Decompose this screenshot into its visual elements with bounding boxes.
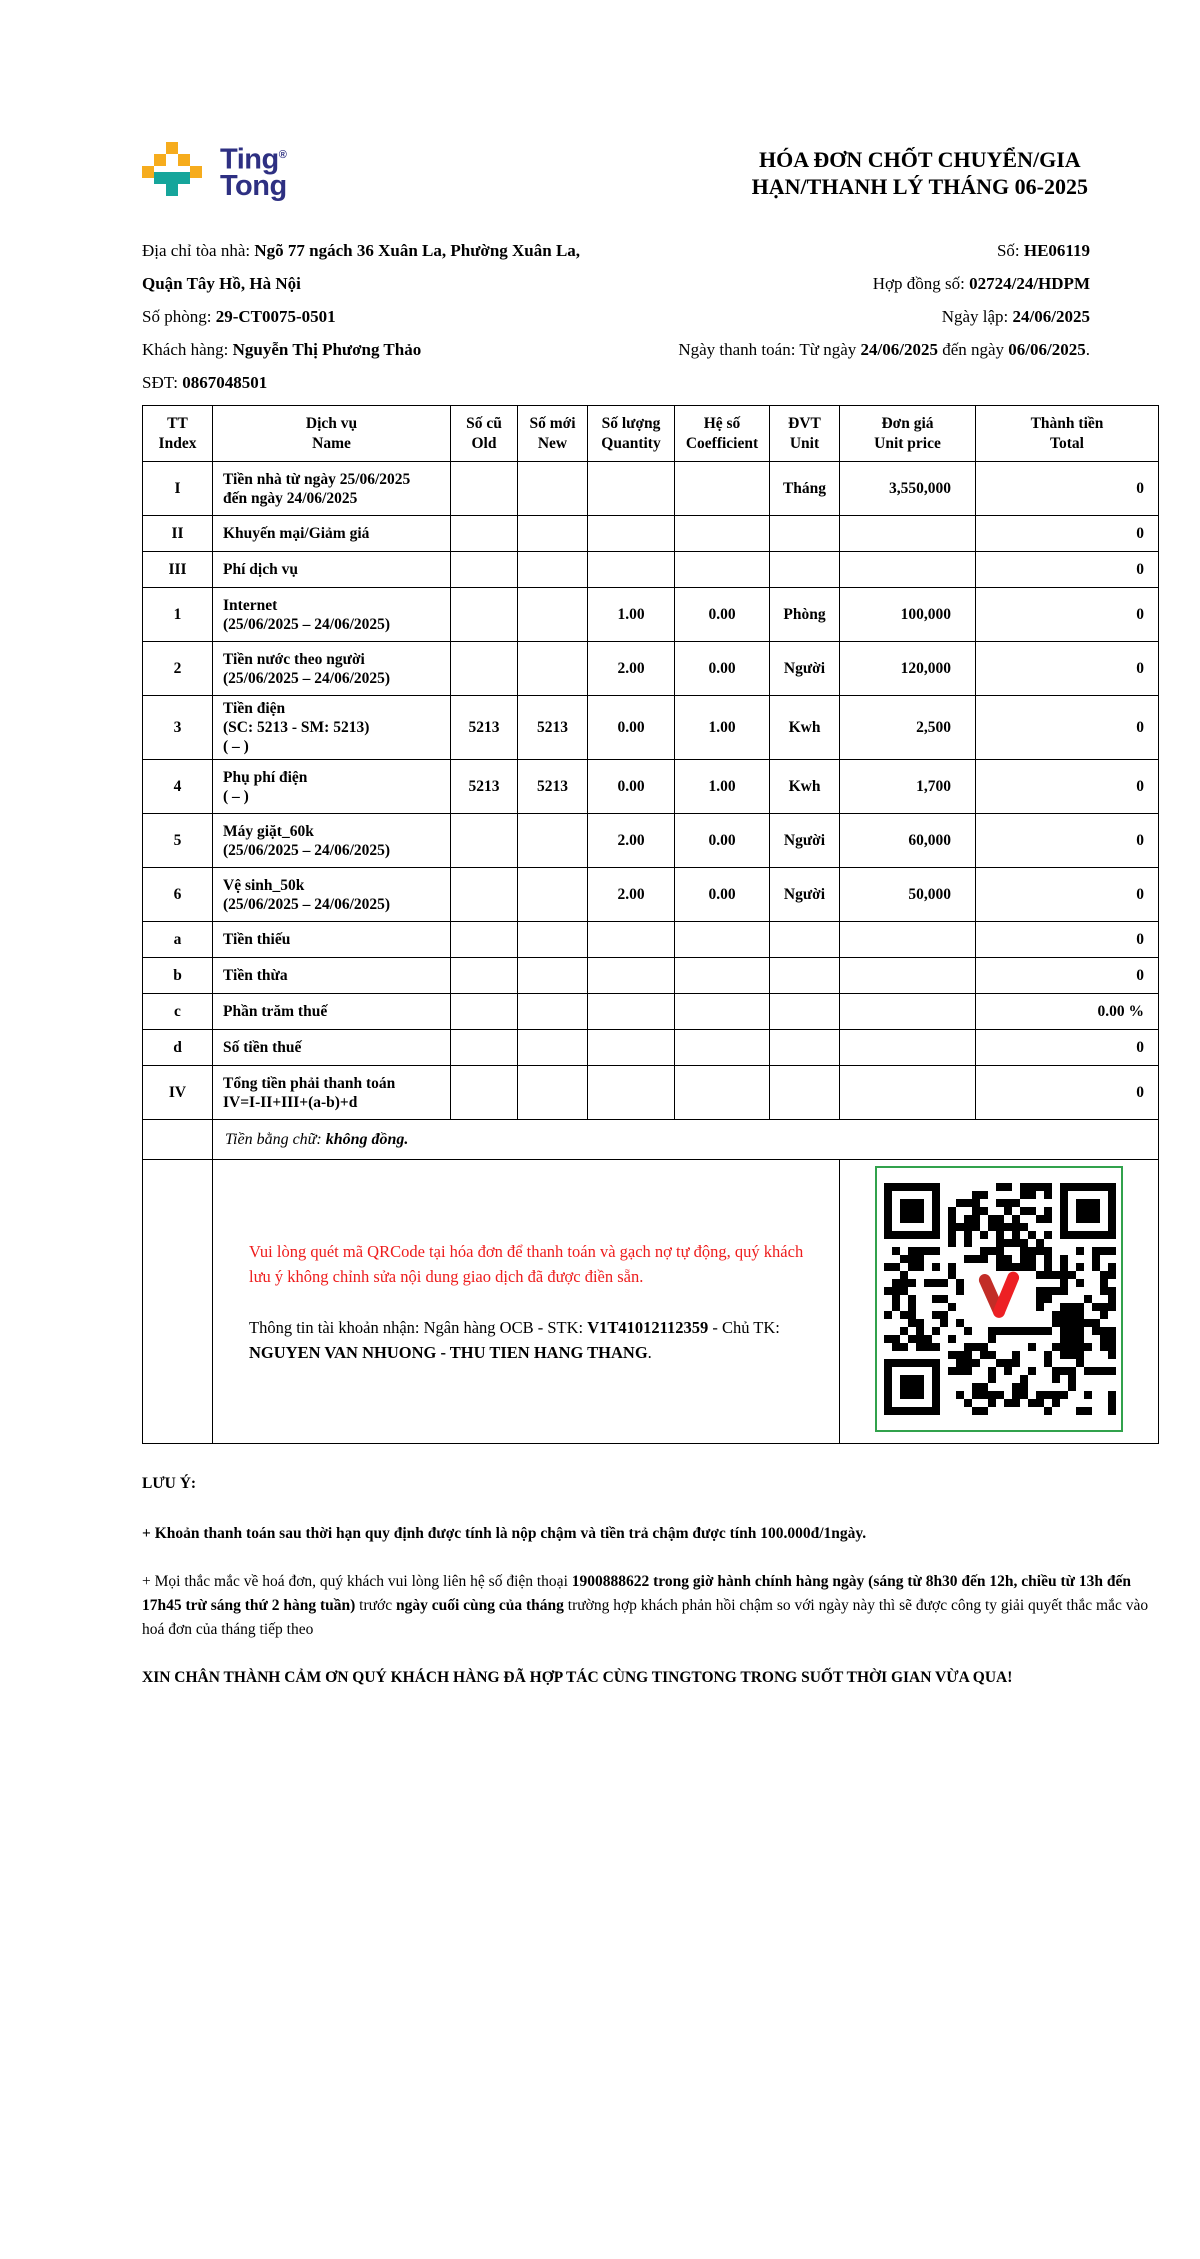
invoice-title-line1: HÓA ĐƠN CHỐT CHUYỂN/GIA bbox=[758, 147, 1081, 172]
trademark-symbol: ® bbox=[278, 149, 287, 161]
cell-quantity: 2.00 bbox=[588, 868, 675, 922]
cell-new-reading: 5213 bbox=[518, 696, 588, 760]
cell-total: 0 bbox=[976, 958, 1159, 994]
cell-unit-price: 50,000 bbox=[840, 868, 976, 922]
qr-code-cell bbox=[840, 1160, 1159, 1444]
cell-old-reading: 5213 bbox=[451, 760, 518, 814]
invoice-number-line: Số: HE06119 bbox=[996, 241, 1090, 260]
cell-old-reading bbox=[451, 552, 518, 588]
empty-cell bbox=[143, 1160, 213, 1444]
table-row bbox=[143, 760, 1159, 814]
cell-unit: Phòng bbox=[770, 588, 840, 642]
cell-total: 0 bbox=[976, 516, 1159, 552]
cell-index: III bbox=[143, 552, 213, 588]
cell-total: 0 bbox=[976, 642, 1159, 696]
cell-service-name: Phí dịch vụ bbox=[213, 552, 451, 588]
cell-new-reading bbox=[518, 922, 588, 958]
amount-in-words-row bbox=[143, 1120, 1159, 1160]
cell-coefficient: 0.00 bbox=[675, 588, 770, 642]
hotline-note: + Mọi thắc mắc về hoá đơn, quý khách vui lòng liên hệ số điện thoại 1900888622 trong giờ hành chính hàng ngày (sáng từ 8h30 đến 12h, chiều từ 13h đến 17h45 trừ sáng thứ 2 hàng tuần) trước ngày cuối cùng của tháng trường hợp khách phản hồi chậm so với ngày này thì sẽ được công ty giải quyết thắc mắc vào hoá đơn của tháng tiếp theo bbox=[142, 1573, 1149, 1638]
cell-unit-price bbox=[840, 922, 976, 958]
cell-service-name: Tiền điện (SC: 5213 - SM: 5213) ( – ) bbox=[213, 696, 451, 760]
table-row bbox=[143, 922, 1159, 958]
cell-service-name: Vệ sinh_50k (25/06/2025 – 24/06/2025) bbox=[213, 868, 451, 922]
cell-unit-price bbox=[840, 552, 976, 588]
cell-old-reading bbox=[451, 922, 518, 958]
cell-coefficient: 1.00 bbox=[675, 696, 770, 760]
cell-quantity: 0.00 bbox=[588, 760, 675, 814]
cell-total: 0 bbox=[976, 868, 1159, 922]
cell-new-reading bbox=[518, 516, 588, 552]
cell-coefficient bbox=[675, 1030, 770, 1066]
cell-index: II bbox=[143, 516, 213, 552]
cell-coefficient bbox=[675, 1066, 770, 1120]
cell-service-name: Phần trăm thuế bbox=[213, 994, 451, 1030]
cell-unit bbox=[770, 994, 840, 1030]
invoice-meta bbox=[142, 234, 1158, 399]
cell-service-name: Khuyến mại/Giảm giá bbox=[213, 516, 451, 552]
cell-old-reading bbox=[451, 516, 518, 552]
cell-total: 0 bbox=[976, 760, 1159, 814]
amount-in-words-cell: Tiền bằng chữ: không đồng. bbox=[213, 1120, 1159, 1160]
cell-new-reading bbox=[518, 814, 588, 868]
thank-you-note: XIN CHÂN THÀNH CẢM ƠN QUÝ KHÁCH HÀNG ĐÃ HỢP TÁC CÙNG TINGTONG TRONG SUỐT THỜI GIAN VỪA QUA! bbox=[142, 1669, 1013, 1686]
cell-unit-price bbox=[840, 994, 976, 1030]
customer-name-line: Khách hàng: Nguyễn Thị Phương Thảo bbox=[142, 340, 422, 359]
cell-unit: Kwh bbox=[770, 696, 840, 760]
cell-unit-price bbox=[840, 1030, 976, 1066]
table-row bbox=[143, 696, 1159, 760]
cell-unit bbox=[770, 516, 840, 552]
cell-index: 5 bbox=[143, 814, 213, 868]
cell-unit-price bbox=[840, 958, 976, 994]
table-header-row bbox=[143, 406, 1159, 462]
invoice-table bbox=[142, 405, 1159, 1444]
cell-coefficient bbox=[675, 552, 770, 588]
cell-unit bbox=[770, 1066, 840, 1120]
table-row bbox=[143, 958, 1159, 994]
cell-total: 0.00 % bbox=[976, 994, 1159, 1030]
cell-new-reading bbox=[518, 642, 588, 696]
invoice-title-line2: HẠN/THANH LÝ THÁNG 06-2025 bbox=[751, 174, 1088, 199]
cell-old-reading bbox=[451, 588, 518, 642]
cell-quantity bbox=[588, 552, 675, 588]
column-header: Số lượng Quantity bbox=[588, 406, 675, 462]
cell-total: 0 bbox=[976, 462, 1159, 516]
cell-new-reading bbox=[518, 994, 588, 1030]
cell-coefficient bbox=[675, 994, 770, 1030]
cell-coefficient: 0.00 bbox=[675, 868, 770, 922]
table-row bbox=[143, 462, 1159, 516]
table-row bbox=[143, 994, 1159, 1030]
cell-total: 0 bbox=[976, 814, 1159, 868]
cell-index: 2 bbox=[143, 642, 213, 696]
cell-total: 0 bbox=[976, 922, 1159, 958]
cell-quantity bbox=[588, 958, 675, 994]
table-row bbox=[143, 814, 1159, 868]
cell-new-reading bbox=[518, 1066, 588, 1120]
cell-total: 0 bbox=[976, 588, 1159, 642]
table-row bbox=[143, 552, 1159, 588]
cell-quantity bbox=[588, 1030, 675, 1066]
cell-old-reading bbox=[451, 814, 518, 868]
cell-quantity bbox=[588, 1066, 675, 1120]
cell-new-reading bbox=[518, 462, 588, 516]
cell-unit: Người bbox=[770, 868, 840, 922]
qr-code bbox=[875, 1166, 1123, 1432]
cell-service-name: Tiền thừa bbox=[213, 958, 451, 994]
column-header: Đơn giá Unit price bbox=[840, 406, 976, 462]
cell-service-name: Số tiền thuế bbox=[213, 1030, 451, 1066]
cell-unit bbox=[770, 958, 840, 994]
cell-new-reading: 5213 bbox=[518, 760, 588, 814]
cell-index: b bbox=[143, 958, 213, 994]
column-header: Số cũ Old bbox=[451, 406, 518, 462]
cell-index: c bbox=[143, 994, 213, 1030]
customer-info-block bbox=[142, 234, 622, 399]
brand-logo-text: Ting® Tong bbox=[220, 143, 287, 202]
table-row bbox=[143, 516, 1159, 552]
column-header: Số mới New bbox=[518, 406, 588, 462]
cell-coefficient bbox=[675, 922, 770, 958]
cell-index: 4 bbox=[143, 760, 213, 814]
cell-new-reading bbox=[518, 552, 588, 588]
table-row bbox=[143, 588, 1159, 642]
cell-unit: Tháng bbox=[770, 462, 840, 516]
cell-new-reading bbox=[518, 958, 588, 994]
notes-heading: LƯU Ý: bbox=[142, 1475, 197, 1492]
cell-coefficient bbox=[675, 516, 770, 552]
cell-quantity bbox=[588, 922, 675, 958]
column-header: Hệ số Coefficient bbox=[675, 406, 770, 462]
cell-new-reading bbox=[518, 588, 588, 642]
table-row bbox=[143, 642, 1159, 696]
cell-coefficient: 0.00 bbox=[675, 814, 770, 868]
cell-index: I bbox=[143, 462, 213, 516]
cell-quantity: 1.00 bbox=[588, 588, 675, 642]
cell-unit-price bbox=[840, 516, 976, 552]
cell-old-reading bbox=[451, 868, 518, 922]
cell-total: 0 bbox=[976, 1066, 1159, 1120]
cell-old-reading bbox=[451, 642, 518, 696]
building-address-line2: Quận Tây Hồ, Hà Nội bbox=[142, 274, 301, 293]
empty-cell bbox=[143, 1120, 213, 1160]
cell-total: 0 bbox=[976, 696, 1159, 760]
room-number-line: Số phòng: 29-CT0075-0501 bbox=[142, 307, 336, 326]
invoice-detail-block bbox=[622, 234, 1158, 399]
cell-quantity bbox=[588, 516, 675, 552]
cell-unit-price: 60,000 bbox=[840, 814, 976, 868]
column-header: Thành tiền Total bbox=[976, 406, 1159, 462]
cell-unit: Kwh bbox=[770, 760, 840, 814]
cell-old-reading bbox=[451, 462, 518, 516]
column-header: Dịch vụ Name bbox=[213, 406, 451, 462]
cell-service-name: Phụ phí điện ( – ) bbox=[213, 760, 451, 814]
cell-unit bbox=[770, 922, 840, 958]
cell-index: 1 bbox=[143, 588, 213, 642]
cell-unit bbox=[770, 1030, 840, 1066]
qr-payment-row bbox=[143, 1160, 1159, 1444]
cell-new-reading bbox=[518, 1030, 588, 1066]
phone-line: SĐT: 0867048501 bbox=[142, 373, 268, 392]
cell-index: 3 bbox=[143, 696, 213, 760]
table-row bbox=[143, 1030, 1159, 1066]
payment-date-line: Ngày thanh toán: Từ ngày 24/06/2025 đến ngày 06/06/2025. bbox=[678, 340, 1090, 359]
cell-total: 0 bbox=[976, 552, 1159, 588]
cell-quantity bbox=[588, 994, 675, 1030]
cell-service-name: Tiền thiếu bbox=[213, 922, 451, 958]
cell-unit bbox=[770, 552, 840, 588]
cell-service-name: Internet (25/06/2025 – 24/06/2025) bbox=[213, 588, 451, 642]
building-address-line: Địa chỉ tòa nhà: Ngõ 77 ngách 36 Xuân La, Phường Xuân La, bbox=[142, 241, 581, 260]
cell-unit-price: 120,000 bbox=[840, 642, 976, 696]
cell-total: 0 bbox=[976, 1030, 1159, 1066]
cell-index: d bbox=[143, 1030, 213, 1066]
issue-date-line: Ngày lập: 24/06/2025 bbox=[941, 307, 1090, 326]
tingtong-pixel-arrow-icon bbox=[142, 142, 204, 198]
invoice-title bbox=[752, 146, 1088, 200]
cell-service-name: Máy giặt_60k (25/06/2025 – 24/06/2025) bbox=[213, 814, 451, 868]
tingtong-logo bbox=[142, 140, 287, 202]
late-payment-note: + Khoản thanh toán sau thời hạn quy định được tính là nộp chậm và tiền trả chậm được tính 100.000đ/1ngày. bbox=[142, 1525, 867, 1542]
cell-new-reading bbox=[518, 868, 588, 922]
cell-unit: Người bbox=[770, 642, 840, 696]
invoice-table-body bbox=[143, 462, 1159, 1120]
cell-old-reading bbox=[451, 958, 518, 994]
cell-quantity: 2.00 bbox=[588, 642, 675, 696]
cell-unit-price: 3,550,000 bbox=[840, 462, 976, 516]
header-brand-row bbox=[142, 140, 1158, 226]
cell-coefficient: 0.00 bbox=[675, 642, 770, 696]
cell-quantity bbox=[588, 462, 675, 516]
cell-unit-price bbox=[840, 1066, 976, 1120]
cell-old-reading: 5213 bbox=[451, 696, 518, 760]
cell-service-name: Tổng tiền phải thanh toán IV=I-II+III+(a-b)+d bbox=[213, 1066, 451, 1120]
cell-quantity: 2.00 bbox=[588, 814, 675, 868]
cell-unit-price: 100,000 bbox=[840, 588, 976, 642]
cell-unit-price: 1,700 bbox=[840, 760, 976, 814]
table-row bbox=[143, 868, 1159, 922]
cell-old-reading bbox=[451, 1030, 518, 1066]
cell-index: IV bbox=[143, 1066, 213, 1120]
vietqr-v-logo-icon bbox=[973, 1271, 1025, 1328]
cell-coefficient: 1.00 bbox=[675, 760, 770, 814]
table-row bbox=[143, 1066, 1159, 1120]
cell-old-reading bbox=[451, 1066, 518, 1120]
column-header: TT Index bbox=[143, 406, 213, 462]
cell-coefficient bbox=[675, 462, 770, 516]
cell-index: a bbox=[143, 922, 213, 958]
footer-notes bbox=[142, 1472, 1158, 1690]
bank-account-text: Thông tin tài khoản nhận: Ngân hàng OCB - STK: V1T41012112359 - Chủ TK: NGUYEN VAN NHUONG - THU TIEN HANG THANG. bbox=[249, 1317, 780, 1362]
cell-service-name: Tiền nước theo người (25/06/2025 – 24/06/2025) bbox=[213, 642, 451, 696]
contract-number-line: Hợp đồng số: 02724/24/HDPM bbox=[872, 274, 1090, 293]
qr-scan-warning-text: Vui lòng quét mã QRCode tại hóa đơn để thanh toán và gạch nợ tự động, quý khách lưu ý không chỉnh sửa nội dung giao dịch đã được điền sẵn. bbox=[249, 1241, 804, 1286]
column-header: ĐVT Unit bbox=[770, 406, 840, 462]
cell-coefficient bbox=[675, 958, 770, 994]
cell-unit-price: 2,500 bbox=[840, 696, 976, 760]
cell-old-reading bbox=[451, 994, 518, 1030]
cell-index: 6 bbox=[143, 868, 213, 922]
cell-unit: Người bbox=[770, 814, 840, 868]
cell-service-name: Tiền nhà từ ngày 25/06/2025 đến ngày 24/06/2025 bbox=[213, 462, 451, 516]
payment-instructions-cell bbox=[213, 1160, 840, 1444]
cell-quantity: 0.00 bbox=[588, 696, 675, 760]
